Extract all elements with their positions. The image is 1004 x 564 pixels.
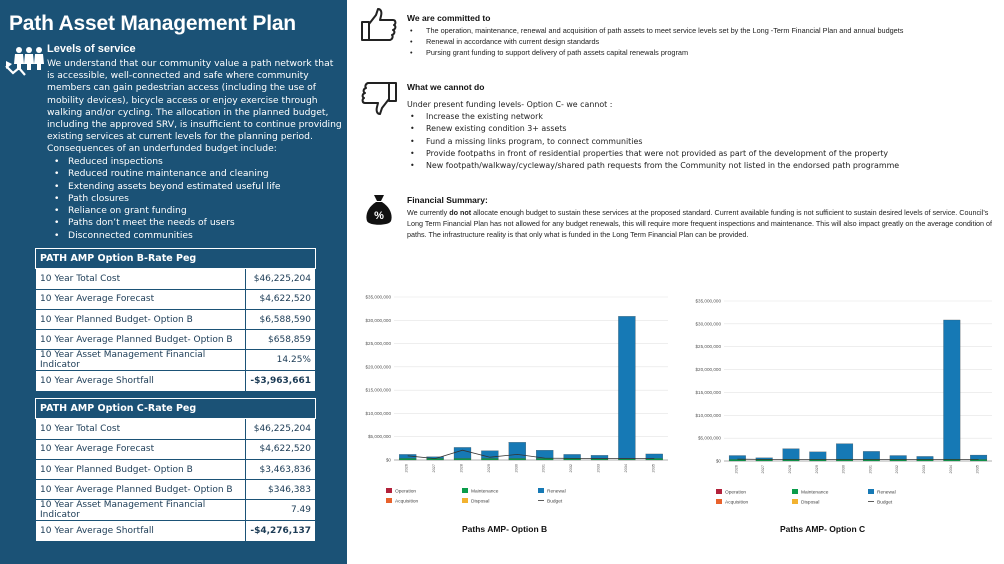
legend-label: Disposal [471, 499, 490, 505]
x-tick-label: 2031 [868, 465, 873, 474]
row-label: 10 Year Planned Budget- Option B [36, 459, 246, 479]
people-growth-icon [5, 46, 45, 78]
legend-swatch-maintenance [792, 489, 798, 494]
legend-label: Disposal [801, 500, 820, 506]
list-item: • Reduced inspections [68, 156, 281, 168]
list-item: • Paths don’t meet the needs of users [68, 217, 281, 229]
table-row [36, 459, 316, 479]
legend-swatch-operation [716, 489, 722, 494]
y-tick-label: $5,000,000 [698, 435, 721, 441]
chart-option-b [352, 290, 674, 515]
table-row [36, 500, 316, 521]
financial-heading: Financial Summary: [407, 195, 488, 205]
list-item: • The operation, maintenance, renewal and acquisition of path assets to meet service levels set by the Long -Term Financial Plan and annual budgets [410, 25, 903, 36]
row-label: 10 Year Average Forecast [36, 439, 246, 459]
x-tick-label: 2028 [459, 464, 464, 473]
list-item: • Path closures [68, 193, 281, 205]
legend-label: Maintenance [801, 490, 829, 496]
x-tick-label: 2029 [814, 465, 819, 474]
y-tick-label: $10,000,000 [365, 410, 391, 416]
left-panel [0, 0, 347, 564]
bar-renewal-2034 [943, 320, 960, 459]
committed-heading: We are committed to [407, 13, 491, 23]
table-row [36, 480, 316, 500]
row-label: 10 Year Average Forecast [36, 289, 246, 309]
chart-option-c [682, 294, 998, 516]
list-item: • New footpath/walkway/cycleway/shared path requests from the Community not listed in the endorsed path programme [410, 160, 899, 172]
table-row [36, 371, 316, 391]
bar-renewal-2033 [591, 455, 608, 458]
bar-maintenance-2026 [729, 459, 746, 461]
x-tick-label: 2027 [761, 465, 766, 474]
row-value: $346,383 [246, 480, 316, 500]
table-header: PATH AMP Option B-Rate Peg [36, 249, 316, 269]
cannot-intro: Under present funding levels- Option C- we cannot : [407, 100, 613, 109]
list-item: • Renew existing condition 3+ assets [410, 123, 899, 135]
y-tick-label: $25,000,000 [695, 344, 721, 350]
row-value: $46,225,204 [246, 419, 316, 439]
committed-list [410, 25, 903, 58]
y-tick-label: $10,000,000 [695, 412, 721, 418]
legend-label: Acquisition [395, 499, 419, 505]
x-tick-label: 2032 [569, 464, 574, 473]
table-row [36, 269, 316, 289]
cannot-list [410, 111, 899, 172]
bar-renewal-2031 [863, 451, 880, 459]
bar-renewal-2032 [890, 456, 907, 460]
legend-label: Renewal [547, 489, 566, 495]
row-label: 10 Year Average Planned Budget- Option B [36, 330, 246, 350]
row-label: 10 Year Average Shortfall [36, 521, 246, 541]
x-tick-label: 2035 [651, 464, 656, 473]
y-tick-label: $35,000,000 [695, 298, 721, 304]
list-item: • Provide footpaths in front of residential properties that were not provided as part of the development of the property [410, 148, 899, 160]
legend-label: Budget [877, 500, 893, 506]
legend-label: Maintenance [471, 489, 499, 495]
table-row [36, 521, 316, 541]
y-tick-label: $15,000,000 [365, 387, 391, 393]
bar-renewal-2029 [809, 452, 826, 460]
y-tick-label: $0 [715, 458, 721, 464]
bar-renewal-2034 [618, 316, 635, 458]
legend-label: Operation [725, 490, 747, 496]
row-label: 10 Year Planned Budget- Option B [36, 309, 246, 329]
y-tick-label: $20,000,000 [365, 364, 391, 370]
chart-title-option-c: Paths AMP- Option C [780, 524, 866, 534]
row-value: 7.49 [246, 500, 316, 521]
x-tick-label: 2033 [922, 465, 926, 474]
bar-renewal-2026 [729, 456, 746, 460]
x-tick-label: 2030 [514, 464, 519, 473]
bar-maintenance-2029 [481, 458, 498, 460]
bar-renewal-2035 [970, 455, 987, 459]
cannot-heading: What we cannot do [407, 82, 485, 92]
thumbs-down-icon [360, 80, 398, 116]
row-value: 14.25% [246, 350, 316, 371]
row-value: $4,622,520 [246, 289, 316, 309]
x-tick-label: 2026 [404, 464, 409, 473]
table-header: PATH AMP Option C-Rate Peg [36, 399, 316, 419]
x-tick-label: 2026 [734, 465, 739, 474]
x-tick-label: 2032 [895, 465, 900, 474]
table-row [36, 439, 316, 459]
row-label: 10 Year Total Cost [36, 419, 246, 439]
bar-maintenance-2031 [536, 458, 553, 460]
y-tick-label: $20,000,000 [695, 367, 721, 373]
bar-renewal-2032 [564, 454, 581, 458]
legend-label: Operation [395, 489, 417, 495]
table-row [36, 309, 316, 329]
y-tick-label: $0 [385, 457, 391, 463]
option-c-table [35, 398, 316, 542]
row-value: $4,622,520 [246, 439, 316, 459]
bar-renewal-2035 [646, 454, 663, 458]
x-tick-label: 2028 [788, 465, 792, 474]
row-label: 10 Year Asset Management Financial Indicator [36, 500, 246, 521]
y-tick-label: $30,000,000 [365, 317, 391, 323]
list-item: • Fund a missing links program, to connect communities [410, 136, 899, 148]
list-item: • Extending assets beyond estimated useful life [68, 181, 281, 193]
legend-swatch-disposal [462, 498, 468, 503]
row-value: $658,859 [246, 330, 316, 350]
table-row [36, 419, 316, 439]
table-row [36, 289, 316, 309]
levels-of-service-text: We understand that our community value a path network that is accessible, well-connected and safe where community members can gain pedestrian access (including the use of mobility devices), bicycle access or enjoy exercise through walking and/or cycling. The allocation in the planned budget, including the approved SRV, is insufficient to continue providing existing services at current levels for the planning period. Consequences of an underfunded budget include: [47, 58, 342, 155]
x-tick-label: 2033 [596, 464, 601, 473]
list-item: • Pursing grant funding to support delivery of path assets capital renewals program [410, 47, 903, 58]
svg-text:%: % [374, 210, 384, 222]
row-value: $3,463,836 [246, 459, 316, 479]
y-tick-label: $30,000,000 [695, 321, 721, 327]
row-label: 10 Year Total Cost [36, 269, 246, 289]
list-item: • Disconnected communities [68, 230, 281, 242]
legend-swatch-acquisition [716, 499, 722, 504]
table-row [36, 350, 316, 371]
list-item: • Reduced routine maintenance and cleaning [68, 168, 281, 180]
row-label: 10 Year Asset Management Financial Indicator [36, 350, 246, 371]
legend-swatch-renewal [538, 488, 544, 493]
bar-maintenance-2028 [454, 458, 471, 460]
legend-label: Renewal [877, 490, 896, 496]
bar-maintenance-2026 [399, 458, 416, 460]
list-item: • Reliance on grant funding [68, 205, 281, 217]
legend-swatch-acquisition [386, 498, 392, 503]
bar-maintenance-2030 [509, 458, 526, 460]
legend-swatch-operation [386, 488, 392, 493]
x-tick-label: 2034 [623, 464, 628, 473]
budget-line [408, 450, 655, 458]
row-label: 10 Year Average Shortfall [36, 371, 246, 391]
x-tick-label: 2027 [432, 464, 437, 473]
emphasis-text: do not [449, 208, 472, 217]
list-item: • Increase the existing network [410, 111, 899, 123]
legend-label: Acquisition [725, 500, 749, 506]
list-item: • Renewal in accordance with current design standards [410, 36, 903, 47]
legend-label: Budget [547, 499, 563, 505]
y-tick-label: $35,000,000 [365, 294, 391, 300]
x-tick-label: 2034 [948, 465, 953, 474]
y-tick-label: $15,000,000 [695, 389, 721, 395]
consequences-list [68, 156, 281, 242]
bar-renewal-2028 [454, 447, 471, 458]
bar-renewal-2028 [783, 449, 800, 460]
chart-title-option-b: Paths AMP- Option B [462, 524, 548, 534]
legend-swatch-renewal [868, 489, 874, 494]
x-tick-label: 2030 [841, 465, 846, 474]
legend-swatch-disposal [792, 499, 798, 504]
y-tick-label: $5,000,000 [368, 434, 391, 440]
financial-summary-text: We currently do not allocate enough budget to sustain these services at the proposed standard. Current available funding is not sufficient to sustain desired levels of service. Council’s Long Term Financial Plan has not allowed for any budget renewals, this will require more frequent inspections and maintenance. This will also impact greatly on the average condition of paths. The infrastructure reality is that only what is funded in the Long Term Financial Plan can be provided. [407, 208, 993, 239]
legend-swatch-maintenance [462, 488, 468, 493]
x-tick-label: 2035 [975, 465, 980, 474]
option-b-table [35, 248, 316, 392]
bar-renewal-2033 [917, 456, 934, 459]
levels-of-service-heading: Levels of service [47, 43, 136, 55]
thumbs-up-icon [360, 7, 398, 43]
y-tick-label: $25,000,000 [365, 341, 391, 347]
money-bag-icon [364, 193, 394, 227]
bar-renewal-2030 [509, 442, 526, 458]
row-label: 10 Year Average Planned Budget- Option B [36, 480, 246, 500]
table-row [36, 330, 316, 350]
row-value: -$3,963,661 [246, 371, 316, 391]
x-tick-label: 2031 [541, 464, 546, 473]
row-value: $46,225,204 [246, 269, 316, 289]
x-tick-label: 2029 [486, 464, 491, 473]
bar-renewal-2030 [836, 444, 853, 460]
page-title: Path Asset Management Plan [9, 12, 296, 35]
row-value: $6,588,590 [246, 309, 316, 329]
row-value: -$4,276,137 [246, 521, 316, 541]
